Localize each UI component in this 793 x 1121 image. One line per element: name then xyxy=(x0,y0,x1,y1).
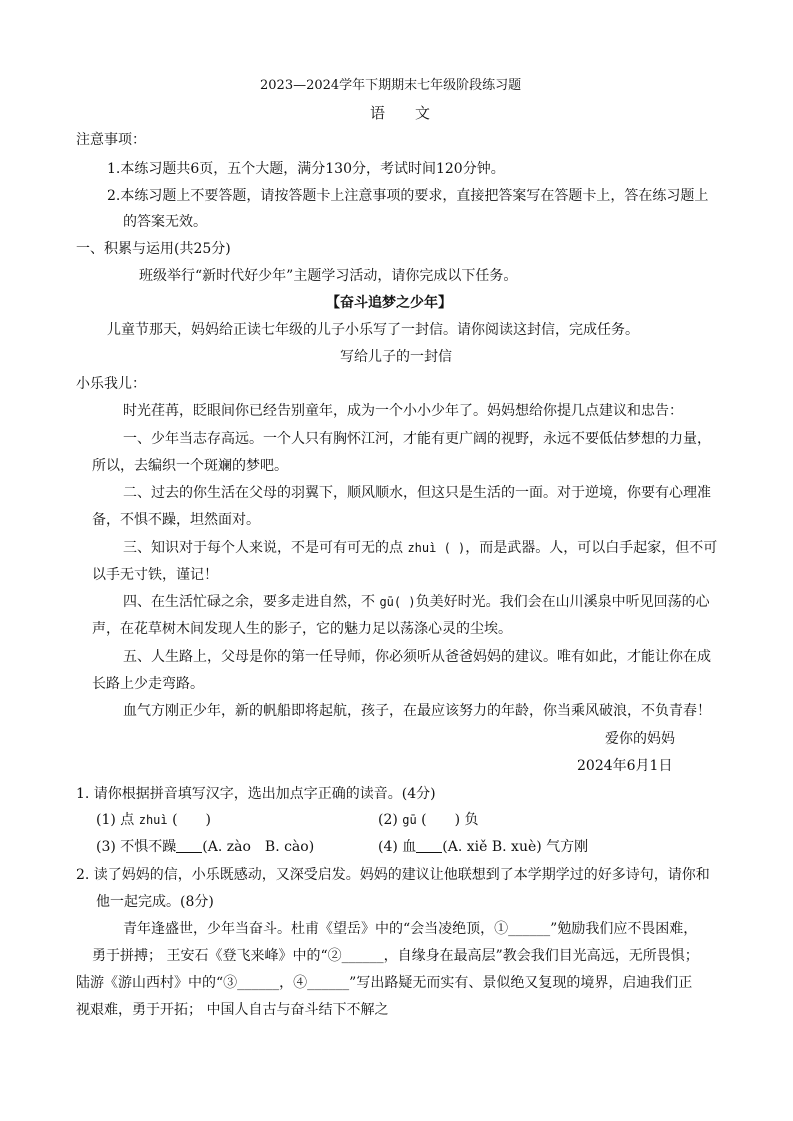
letter-signature: 爱你的妈妈 xyxy=(605,731,675,747)
q1-item-3-blank[interactable] xyxy=(176,838,202,853)
pinyin-blank-zhui[interactable]: zhuì ( ) xyxy=(407,541,466,555)
q1-item-2-answer-paren[interactable]: ( ) 负 xyxy=(416,812,479,828)
letter-paragraph-4-line-1 xyxy=(123,592,710,612)
exam-title: 2023—2024学年下期期末七年级阶段练习题 xyxy=(260,78,522,93)
letter-paragraph-0: 时光荏苒，眨眼间你已经告别童年，成为一个小小少年了。妈妈想给你提几点建议和忠告： xyxy=(123,403,683,419)
letter-paragraph-1-line-2: 所以，去编织一个斑斓的梦吧。 xyxy=(92,458,288,474)
letter-paragraph-3-text-b: ，而是武器。人，可以白手起家，但不可 xyxy=(465,540,718,556)
q1-item-1-pinyin: zhuì xyxy=(138,813,168,827)
q1-item-3-options: (A. zào B. cào) xyxy=(202,839,315,855)
notice-item-2-line-1: 2.本练习题上不要答题，请按答题卡上注意事项的要求，直接把答案写在答题卡上，答在练习题上 xyxy=(107,188,709,204)
letter-paragraph-2-line-2: 备，不惧不躁，坦然面对。 xyxy=(92,512,260,528)
section-1-heading: 一、积累与运用(共25分) xyxy=(76,241,231,257)
section-1-intro: 班级举行“新时代好少年”主题学习活动，请你完成以下任务。 xyxy=(139,268,518,284)
question-1-item-2[interactable] xyxy=(378,810,479,830)
notice-item-2-line-2: 的答案无效。 xyxy=(123,214,207,230)
question-2-passage-line-3: 陆游《游山西村》中的“③______，④______”写出路疑无而实有、景似绝又复现的境界，启迪我们正 xyxy=(76,975,693,991)
letter-date: 2024年6月1日 xyxy=(577,758,673,774)
q1-item-4-blank[interactable] xyxy=(416,838,442,853)
pinyin-blank-gu[interactable]: gū( ) xyxy=(379,595,416,609)
letter-paragraph-3-text-a: 三、知识对于每个人来说，不是可有可无的点 xyxy=(123,540,408,556)
notice-heading: 注意事项： xyxy=(76,132,146,148)
question-1-item-1[interactable] xyxy=(96,810,211,830)
letter-paragraph-4-text-a: 四、在生活忙碌之余，要多走进自然，不 xyxy=(123,594,380,610)
q1-item-3-prefix: (3) 不惧不躁 xyxy=(96,839,177,855)
question-2-stem-line-1: 2. 读了妈妈的信，小乐既感动，又深受启发。妈妈的建议让他联想到了本学期学过的好多诗句，请你和 xyxy=(76,867,710,883)
question-2-passage-line-4: 视艰难，勇于开拓； 中国人自古与奋斗结下不解之 xyxy=(76,1002,389,1018)
notice-item-1: 1.本练习题共6页，五个大题，满分130分，考试时间120分钟。 xyxy=(107,161,505,177)
subject-title: 语 文 xyxy=(370,104,431,122)
letter-paragraph-6: 血气方刚正少年，新的帆船即将起航，孩子，在最应该努力的年龄，你当乘风破浪，不负青春！ xyxy=(123,703,711,719)
letter-greeting: 小乐我儿： xyxy=(76,376,146,392)
question-2-passage-line-1: 青年逢盛世，少年当奋斗。杜甫《望岳》中的“会当凌绝顶，①______”勉励我们应不畏困难， xyxy=(123,921,698,937)
letter-paragraph-3-line-1 xyxy=(123,538,717,558)
question-1-item-4[interactable] xyxy=(378,837,588,857)
letter-paragraph-2-line-1: 二、过去的你生活在父母的羽翼下，顺风顺水，但这只是生活的一面。对于逆境，你要有心理准 xyxy=(123,485,711,501)
question-1-stem: 1. 请你根据拼音填写汉字，选出加点字正确的读音。(4分) xyxy=(76,786,436,802)
letter-paragraph-4-text-b: 负美好时光。我们会在山川溪泉中听见回荡的心 xyxy=(415,594,710,610)
letter-paragraph-3-line-2: 以手无寸铁，谨记！ xyxy=(92,567,218,583)
q1-item-4-options: (A. xiě B. xuè) 气方刚 xyxy=(442,839,589,855)
q1-item-1-label: (1) 点 xyxy=(96,812,139,828)
letter-paragraph-5-line-2: 长路上少走弯路。 xyxy=(92,676,204,692)
question-2-stem-line-2: 他一起完成。(8分) xyxy=(96,894,214,910)
letter-paragraph-1-line-1: 一、少年当志存高远。一个人只有胸怀江河，才能有更广阔的视野，永远不要低估梦想的力量， xyxy=(123,431,711,447)
letter-paragraph-5-line-1: 五、人生路上，父母是你的第一任导师，你必须听从爸爸妈妈的建议。唯有如此，才能让你在成 xyxy=(123,649,711,665)
q1-item-1-answer-paren[interactable]: ( ) xyxy=(167,812,212,828)
section-1-lead: 儿童节那天，妈妈给正读七年级的儿子小乐写了一封信。请你阅读这封信，完成任务。 xyxy=(107,322,639,338)
q1-item-4-prefix: (4) 血 xyxy=(378,839,417,855)
question-1-item-3[interactable] xyxy=(96,837,314,857)
question-2-passage-line-2: 勇于拼搏； 王安石《登飞来峰》中的“②______，自缘身在最高层”教会我们目光高远，无所畏惧； xyxy=(92,948,699,964)
letter-title: 写给儿子的一封信 xyxy=(340,349,452,365)
section-1-subtitle: 【奋斗追梦之少年】 xyxy=(326,295,452,311)
q1-item-2-pinyin: gū xyxy=(402,813,417,827)
letter-paragraph-4-line-2: 声，在花草树木间发现人生的影子，它的魅力足以荡涤心灵的尘埃。 xyxy=(92,621,512,637)
q1-item-2-label: (2) xyxy=(378,812,403,828)
